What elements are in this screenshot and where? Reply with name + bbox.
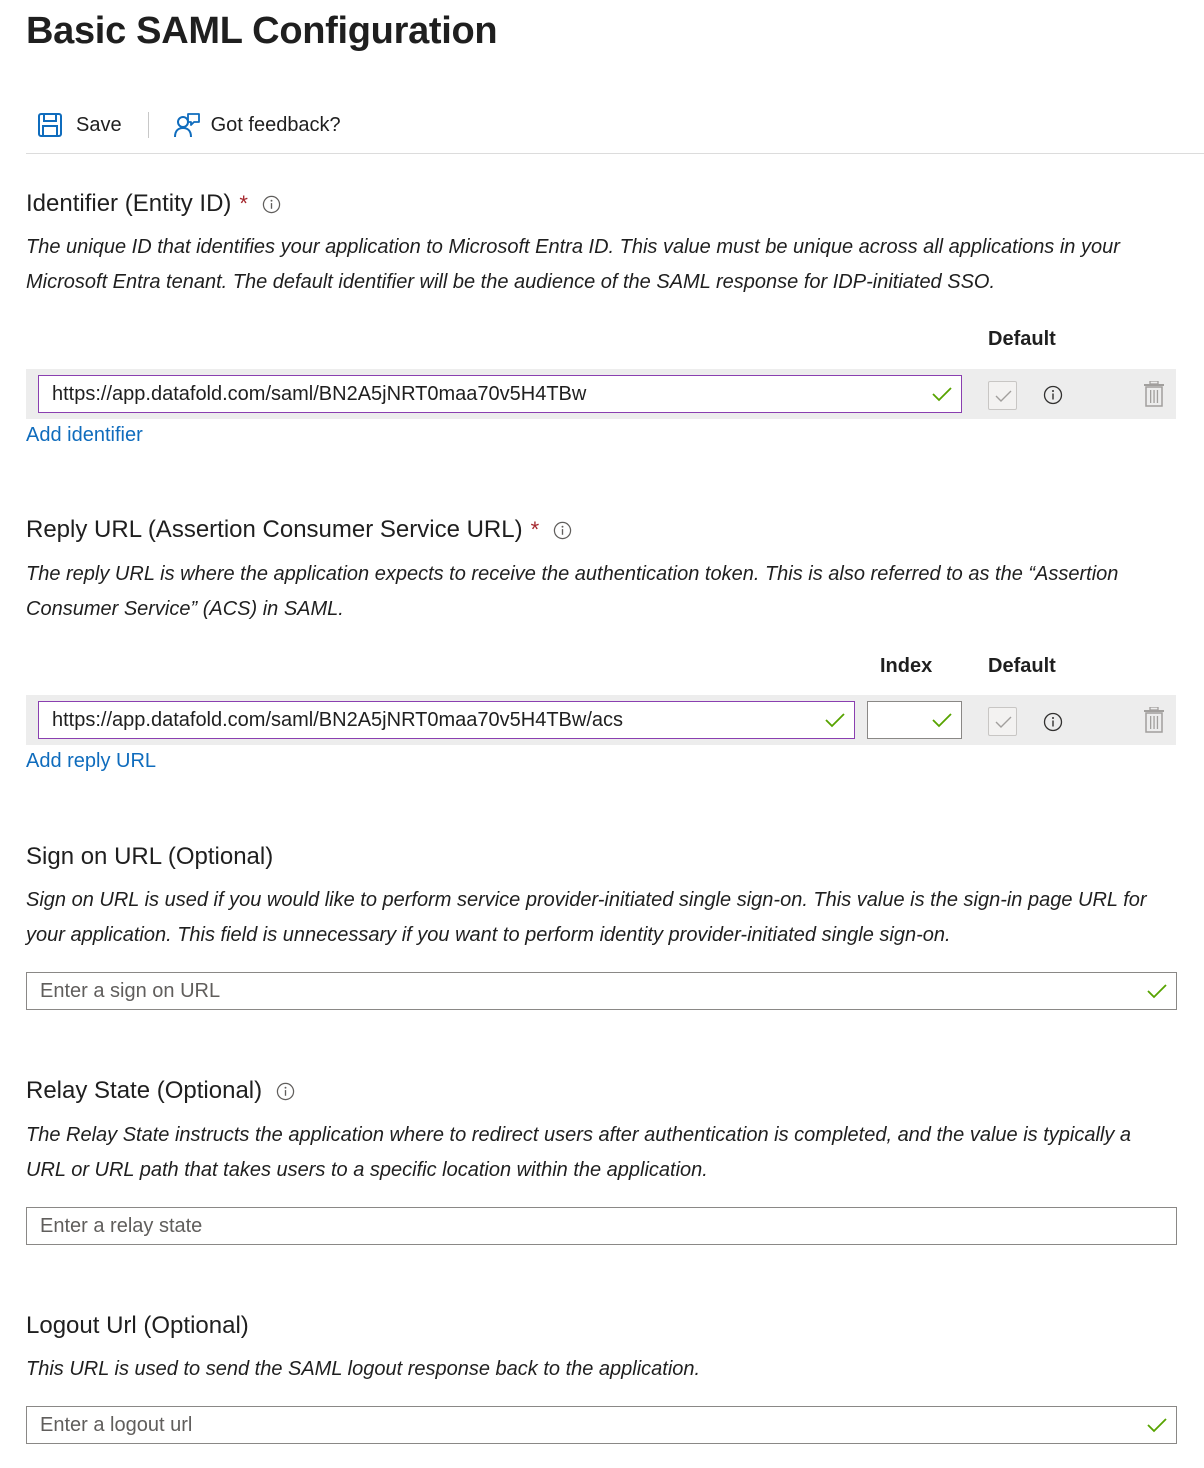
reply-url-description: The reply URL is where the application expects to receive the authentication token. This is also referred to as the “Assertion Consumer Service” (ACS) in SAML. [26,563,1119,620]
required-mark: * [239,191,248,216]
identifier-description: The unique ID that identifies your application to Microsoft Entra ID. This value must be unique across all applications in your Microsoft Entra tenant. The default identifier will be the audience of the SAML response for IDP-initiated SSO. [26,236,1120,293]
identifier-section-title [26,190,281,218]
info-icon[interactable] [1043,712,1063,732]
save-icon [37,112,63,138]
info-icon[interactable] [553,521,572,540]
page-title: Basic SAML Configuration [26,10,498,52]
save-button[interactable] [26,104,122,146]
reply-url-section-title [26,516,572,544]
valid-check-icon [1146,1416,1168,1434]
delete-icon[interactable] [1143,381,1165,407]
feedback-label: Got feedback? [210,113,341,136]
default-column-header: Default [988,328,1056,350]
relay-state-section-title [26,1077,295,1105]
valid-check-icon [1146,982,1168,1000]
reply-url-input[interactable] [38,701,855,739]
reply-url-value: https://app.datafold.com/saml/BN2A5jNRT0maa70v5H4TBw/acs [52,709,624,731]
valid-check-icon [824,711,846,729]
logout-url-placeholder: Enter a logout url [40,1414,193,1436]
default-column-header: Default [988,655,1056,677]
default-checkbox[interactable] [988,381,1017,410]
feedback-person-icon [173,111,201,139]
identifier-title: Identifier (Entity ID) [26,190,232,217]
sign-on-url-input[interactable] [26,972,1177,1010]
toolbar-divider [148,112,149,138]
relay-state-title: Relay State (Optional) [26,1077,263,1104]
checkmark-icon [995,390,1012,403]
logout-url-description: This URL is used to send the SAML logout response back to the application. [26,1358,701,1380]
sign-on-url-description: Sign on URL is used if you would like to perform service provider-initiated single sign-on. This value is the sign-in page URL for your application. This field is unnecessary if you want to perform identity provider-initiated single sign-on. [26,889,1147,946]
delete-icon[interactable] [1143,707,1165,733]
feedback-button[interactable] [173,104,341,146]
logout-url-input[interactable] [26,1406,1177,1444]
command-bar [26,104,1204,154]
valid-check-icon [931,711,953,729]
add-reply-url-link[interactable]: Add reply URL [26,750,157,772]
logout-url-section-title [26,1312,249,1340]
info-icon[interactable] [1043,385,1063,405]
identifier-input[interactable] [38,375,962,413]
reply-url-title: Reply URL (Assertion Consumer Service URL) [26,516,523,543]
info-icon[interactable] [262,195,281,214]
required-mark: * [530,517,540,542]
sign-on-url-placeholder: Enter a sign on URL [40,980,221,1002]
identifier-value: https://app.datafold.com/saml/BN2A5jNRT0maa70v5H4TBw [52,383,587,405]
sign-on-url-section-title [26,843,273,871]
save-label: Save [76,113,122,136]
relay-state-placeholder: Enter a relay state [40,1215,203,1237]
add-identifier-link[interactable]: Add identifier [26,424,143,446]
default-checkbox[interactable] [988,707,1017,736]
index-column-header: Index [880,655,933,677]
sign-on-url-title: Sign on URL (Optional) [26,843,274,870]
relay-state-input[interactable] [26,1207,1177,1245]
relay-state-description: The Relay State instructs the application where to redirect users after authentication is completed, and the value is typically a URL or URL path that takes users to a specific location within the application. [26,1124,1132,1181]
logout-url-title: Logout Url (Optional) [26,1312,249,1339]
checkmark-icon [995,716,1012,729]
info-icon[interactable] [276,1082,295,1101]
valid-check-icon [931,385,953,403]
